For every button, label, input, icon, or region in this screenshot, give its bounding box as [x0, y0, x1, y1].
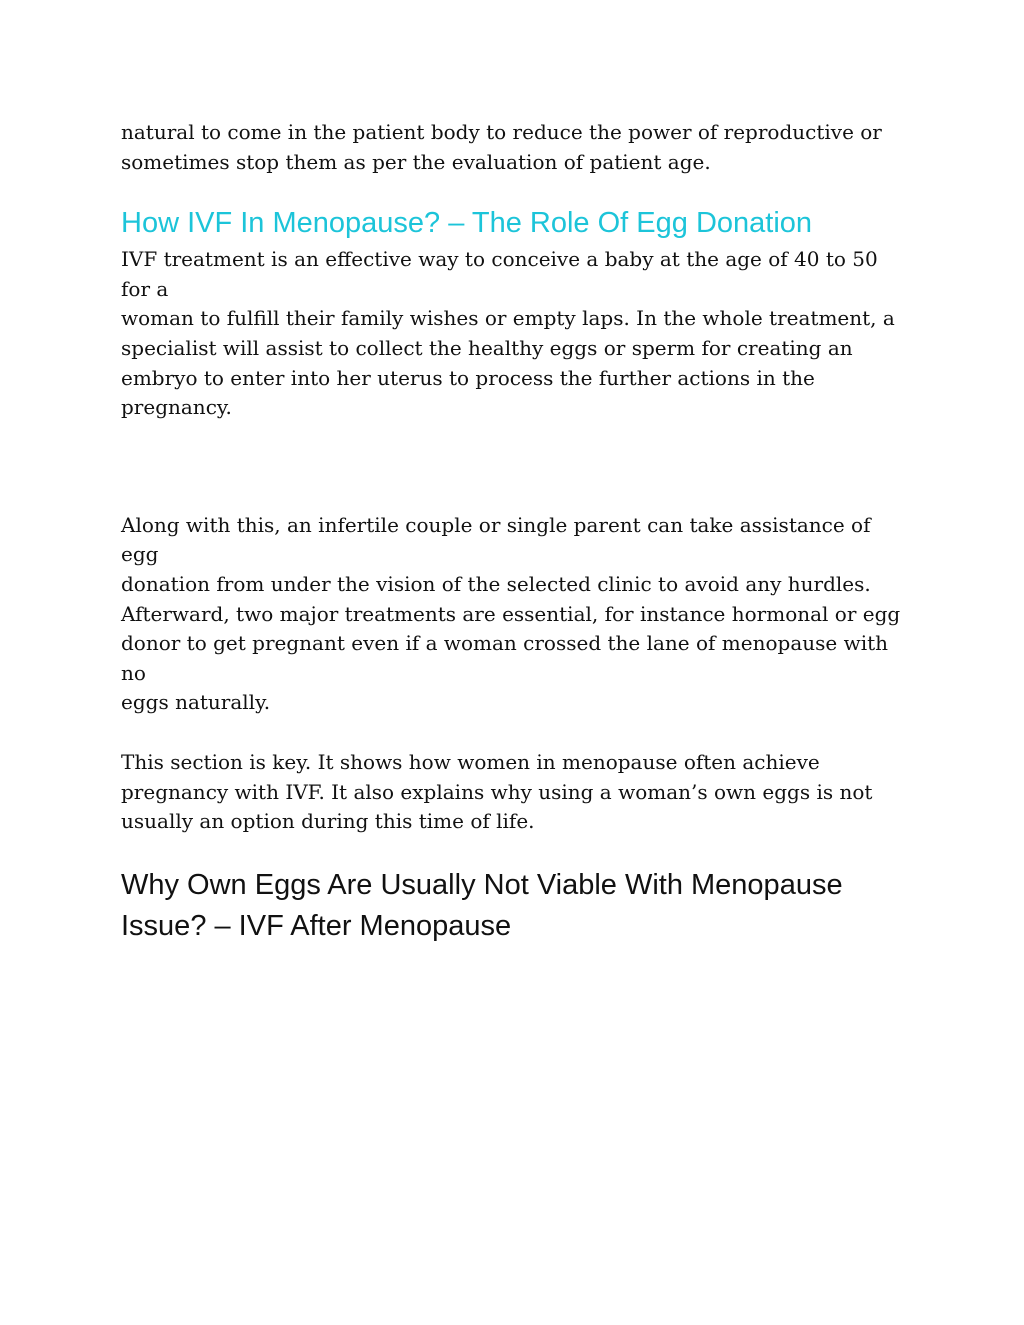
heading-egg-donation: How IVF In Menopause? – The Role Of Egg Donation — [121, 207, 813, 240]
section-key-paragraph: This section is key. It shows how women in menopause often achieve pregnancy with IVF. It also explains why using a woman’s own eggs is not usually an option during this time of life. — [121, 749, 873, 834]
intro-paragraph: natural to come in the patient body to reduce the power of reproductive or sometimes stop them as per the evaluation of patient age. — [121, 120, 882, 174]
document-page — [121, 118, 911, 947]
ivf-treatment-paragraph: IVF treatment is an effective way to conceive a baby at the age of 40 to 50 for a woman to fulfill their family wishes or empty laps. In the whole treatment, a specialist will assist to collect the healthy eggs or sperm for creating an embryo to enter into her uterus to process the further actions in the pregnancy. — [121, 247, 895, 420]
heading-own-eggs: Why Own Eggs Are Usually Not Viable With Menopause Issue? – IVF After Menopause — [121, 868, 843, 942]
egg-donation-paragraph: Along with this, an infertile couple or single parent can take assistance of egg donation from under the vision of the selected clinic to avoid any hurdles. Afterward, two major treatments are essential, for instance hormonal or egg donor to get pregnant even if a woman crossed the lane of menopause with no eggs naturally. — [121, 512, 901, 715]
